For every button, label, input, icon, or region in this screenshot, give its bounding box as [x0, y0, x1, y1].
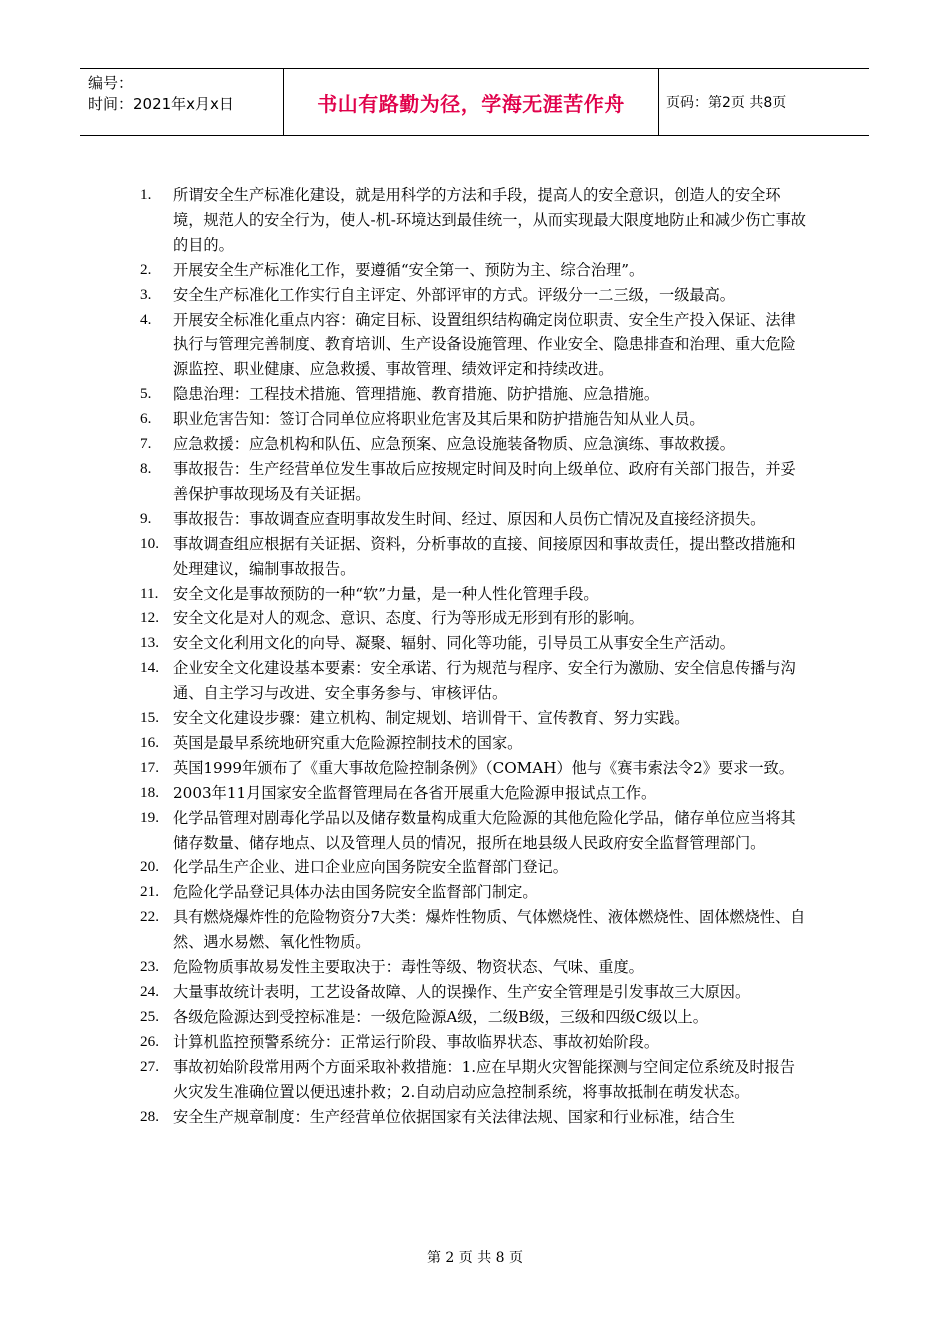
list-item-text: 隐患治理：工程技术措施、管理措施、教育措施、防护措施、应急措施。	[173, 385, 659, 404]
list-item	[140, 756, 807, 781]
list-item-number: 20.	[140, 858, 159, 876]
list-item-number: 28.	[140, 1107, 159, 1125]
list-item-text: 开展安全生产标准化工作，要遵循“安全第一、预防为主、综合治理”。	[173, 260, 645, 279]
list-item-text: 英国1999年颁布了《重大事故危险控制条例》（COMAH）他与《赛韦索法令2》要求一致。	[173, 758, 794, 777]
list-item	[140, 532, 807, 582]
list-item	[140, 308, 807, 383]
list-item-number: 10.	[140, 534, 159, 552]
page-header	[80, 68, 869, 136]
list-item-text: 事故报告：生产经营单位发生事故后应按规定时间及时向上级单位、政府有关部门报告，并妥善保护事故现场及有关证据。	[173, 459, 796, 503]
list-item	[140, 781, 807, 806]
list-item	[140, 880, 807, 905]
list-item-number: 24.	[140, 983, 159, 1000]
list-item-number: 5.	[140, 385, 152, 403]
list-item-number: 8.	[140, 459, 152, 477]
list-item-text: 危险物质事故易发性主要取决于：毒性等级、物资状态、气味、重度。	[173, 958, 644, 977]
list-item	[140, 706, 807, 731]
list-item	[140, 905, 807, 955]
list-item-text: 化学品生产企业、进口企业应向国务院安全监督部门登记。	[173, 858, 568, 877]
list-item-number: 23.	[140, 958, 159, 976]
list-item-text: 计算机监控预警系统分：正常运行阶段、事故临界状态、事故初始阶段。	[173, 1032, 659, 1051]
list-item	[140, 631, 807, 656]
list-item-text: 各级危险源达到受控标准是：一级危险源A级，二级B级，三级和四级C级以上。	[173, 1007, 708, 1026]
list-item-text: 开展安全标准化重点内容：确定目标、设置组织结构确定岗位职责、安全生产投入保证、法律执行与管理完善制度、教育培训、生产设备设施管理、作业安全、隐患排查和治理、重大危险源监控、职业健康、应急救援、事故管理、绩效评定和持续改进。	[173, 310, 796, 379]
list-item-number: 21.	[140, 883, 159, 901]
list-item	[140, 183, 807, 258]
list-item	[140, 432, 807, 457]
list-item-text: 所谓安全生产标准化建设，就是用科学的方法和手段，提高人的安全意识，创造人的安全环境，规范人的安全行为，使人-机-环境达到最佳统一，从而实现最大限度地防止和减少伤亡事故的目的。	[173, 186, 806, 254]
list-item-text: 安全生产标准化工作实行自主评定、外部评审的方式。评级分一二三级，一级最高。	[173, 285, 735, 304]
list-item	[140, 382, 807, 407]
list-item-text: 危险化学品登记具体办法由国务院安全监督部门制定。	[173, 883, 538, 902]
list-item-text: 事故初始阶段常用两个方面采取补救措施：1.应在早期火灾智能探测与空间定位系统及时报告火灾发生准确位置以便迅速扑救；2.自动启动应急控制系统，将事故抵制在萌发状态。	[173, 1057, 795, 1101]
header-page-label: 页码：第2页 共8页	[666, 95, 787, 111]
list-item	[140, 507, 807, 532]
list-item	[140, 806, 807, 856]
list-item-text: 事故调查组应根据有关证据、资料，分析事故的直接、间接原因和事故责任，提出整改措施和处理建议，编制事故报告。	[173, 534, 796, 578]
list-item-text: 职业危害告知：签订合同单位应将职业危害及其后果和防护措施告知从业人员。	[173, 410, 705, 429]
header-meta	[80, 69, 284, 135]
list-item-text: 安全文化利用文化的向导、凝聚、辐射、同化等功能，引导员工从事安全生产活动。	[173, 634, 735, 653]
list-item	[140, 955, 807, 980]
list-item-text: 安全生产规章制度：生产经营单位依据国家有关法律法规、国家和行业标准，结合生	[173, 1107, 735, 1126]
list-item-text: 应急救援：应急机构和队伍、应急预案、应急设施装备物质、应急演练、事故救援。	[173, 435, 735, 454]
list-item-text: 大量事故统计表明，工艺设备故障、人的误操作、生产安全管理是引发事故三大原因。	[173, 983, 751, 1001]
list-item-text: 事故报告：事故调查应查明事故发生时间、经过、原因和人员伤亡情况及直接经济损失。	[173, 509, 766, 528]
list-item-number: 11.	[140, 584, 159, 602]
list-item-number: 12.	[140, 609, 159, 627]
list-item	[140, 1105, 807, 1130]
list-item	[140, 582, 807, 607]
list-item-number: 3.	[140, 285, 152, 303]
list-item	[140, 258, 807, 283]
list-item-number: 13.	[140, 634, 159, 652]
header-motto: 书山有路勤为径，学海无涯苦作舟	[284, 69, 659, 135]
list-item-number: 4.	[140, 310, 152, 328]
list-item-number: 27.	[140, 1057, 159, 1075]
numbered-list	[140, 183, 807, 1129]
list-item-number: 6.	[140, 410, 152, 428]
list-item-number: 7.	[140, 435, 152, 453]
list-item	[140, 407, 807, 432]
list-item-text: 安全文化是事故预防的一种“软”力量，是一种人性化管理手段。	[173, 584, 599, 603]
list-item-text: 英国是最早系统地研究重大危险源控制技术的国家。	[173, 733, 523, 752]
list-item	[140, 656, 807, 706]
list-item	[140, 1030, 807, 1055]
list-item-text: 安全文化是对人的观念、意识、态度、行为等形成无形到有形的影响。	[173, 609, 644, 628]
list-item-number: 1.	[140, 186, 152, 203]
list-item-text: 安全文化建设步骤：建立机构、制定规划、培训骨干、宣传教育、努力实践。	[173, 709, 690, 728]
list-item	[140, 283, 807, 308]
list-item-number: 17.	[140, 758, 159, 776]
list-item	[140, 606, 807, 631]
list-item-number: 25.	[140, 1007, 159, 1025]
list-item-text: 企业安全文化建设基本要素：安全承诺、行为规范与程序、安全行为激励、安全信息传播与沟通、自主学习与改进、安全事务参与、审核评估。	[173, 659, 796, 703]
list-item-number: 14.	[140, 659, 159, 677]
list-item	[140, 1005, 807, 1030]
list-item-number: 16.	[140, 733, 159, 751]
list-item-number: 26.	[140, 1032, 159, 1050]
list-item	[140, 731, 807, 756]
list-item-number: 22.	[140, 908, 159, 926]
list-item	[140, 855, 807, 880]
list-item	[140, 980, 807, 1005]
list-item-number: 15.	[140, 709, 159, 727]
document-number-label: 编号：	[88, 74, 134, 92]
list-item-text: 2003年11月国家安全监督管理局在各省开展重大危险源申报试点工作。	[173, 783, 657, 802]
list-item-number: 19.	[140, 808, 159, 826]
list-item-number: 18.	[140, 783, 159, 801]
list-item-text: 具有燃烧爆炸性的危险物资分7大类：爆炸性物质、气体燃烧性、液体燃烧性、固体燃烧性、自然、遇水易燃、氧化性物质。	[173, 908, 806, 952]
document-time-label: 时间：2021年x月x日	[88, 95, 234, 113]
list-item-text: 化学品管理对剧毒化学品以及储存数量构成重大危险源的其他危险化学品，储存单位应当将其储存数量、储存地点、以及管理人员的情况，报所在地县级人民政府安全监督管理部门。	[173, 808, 796, 852]
list-item	[140, 1055, 807, 1105]
list-item	[140, 457, 807, 507]
list-item-number: 9.	[140, 509, 152, 527]
page-footer: 第 2 页 共 8 页	[426, 1250, 524, 1266]
list-item-number: 2.	[140, 260, 152, 278]
